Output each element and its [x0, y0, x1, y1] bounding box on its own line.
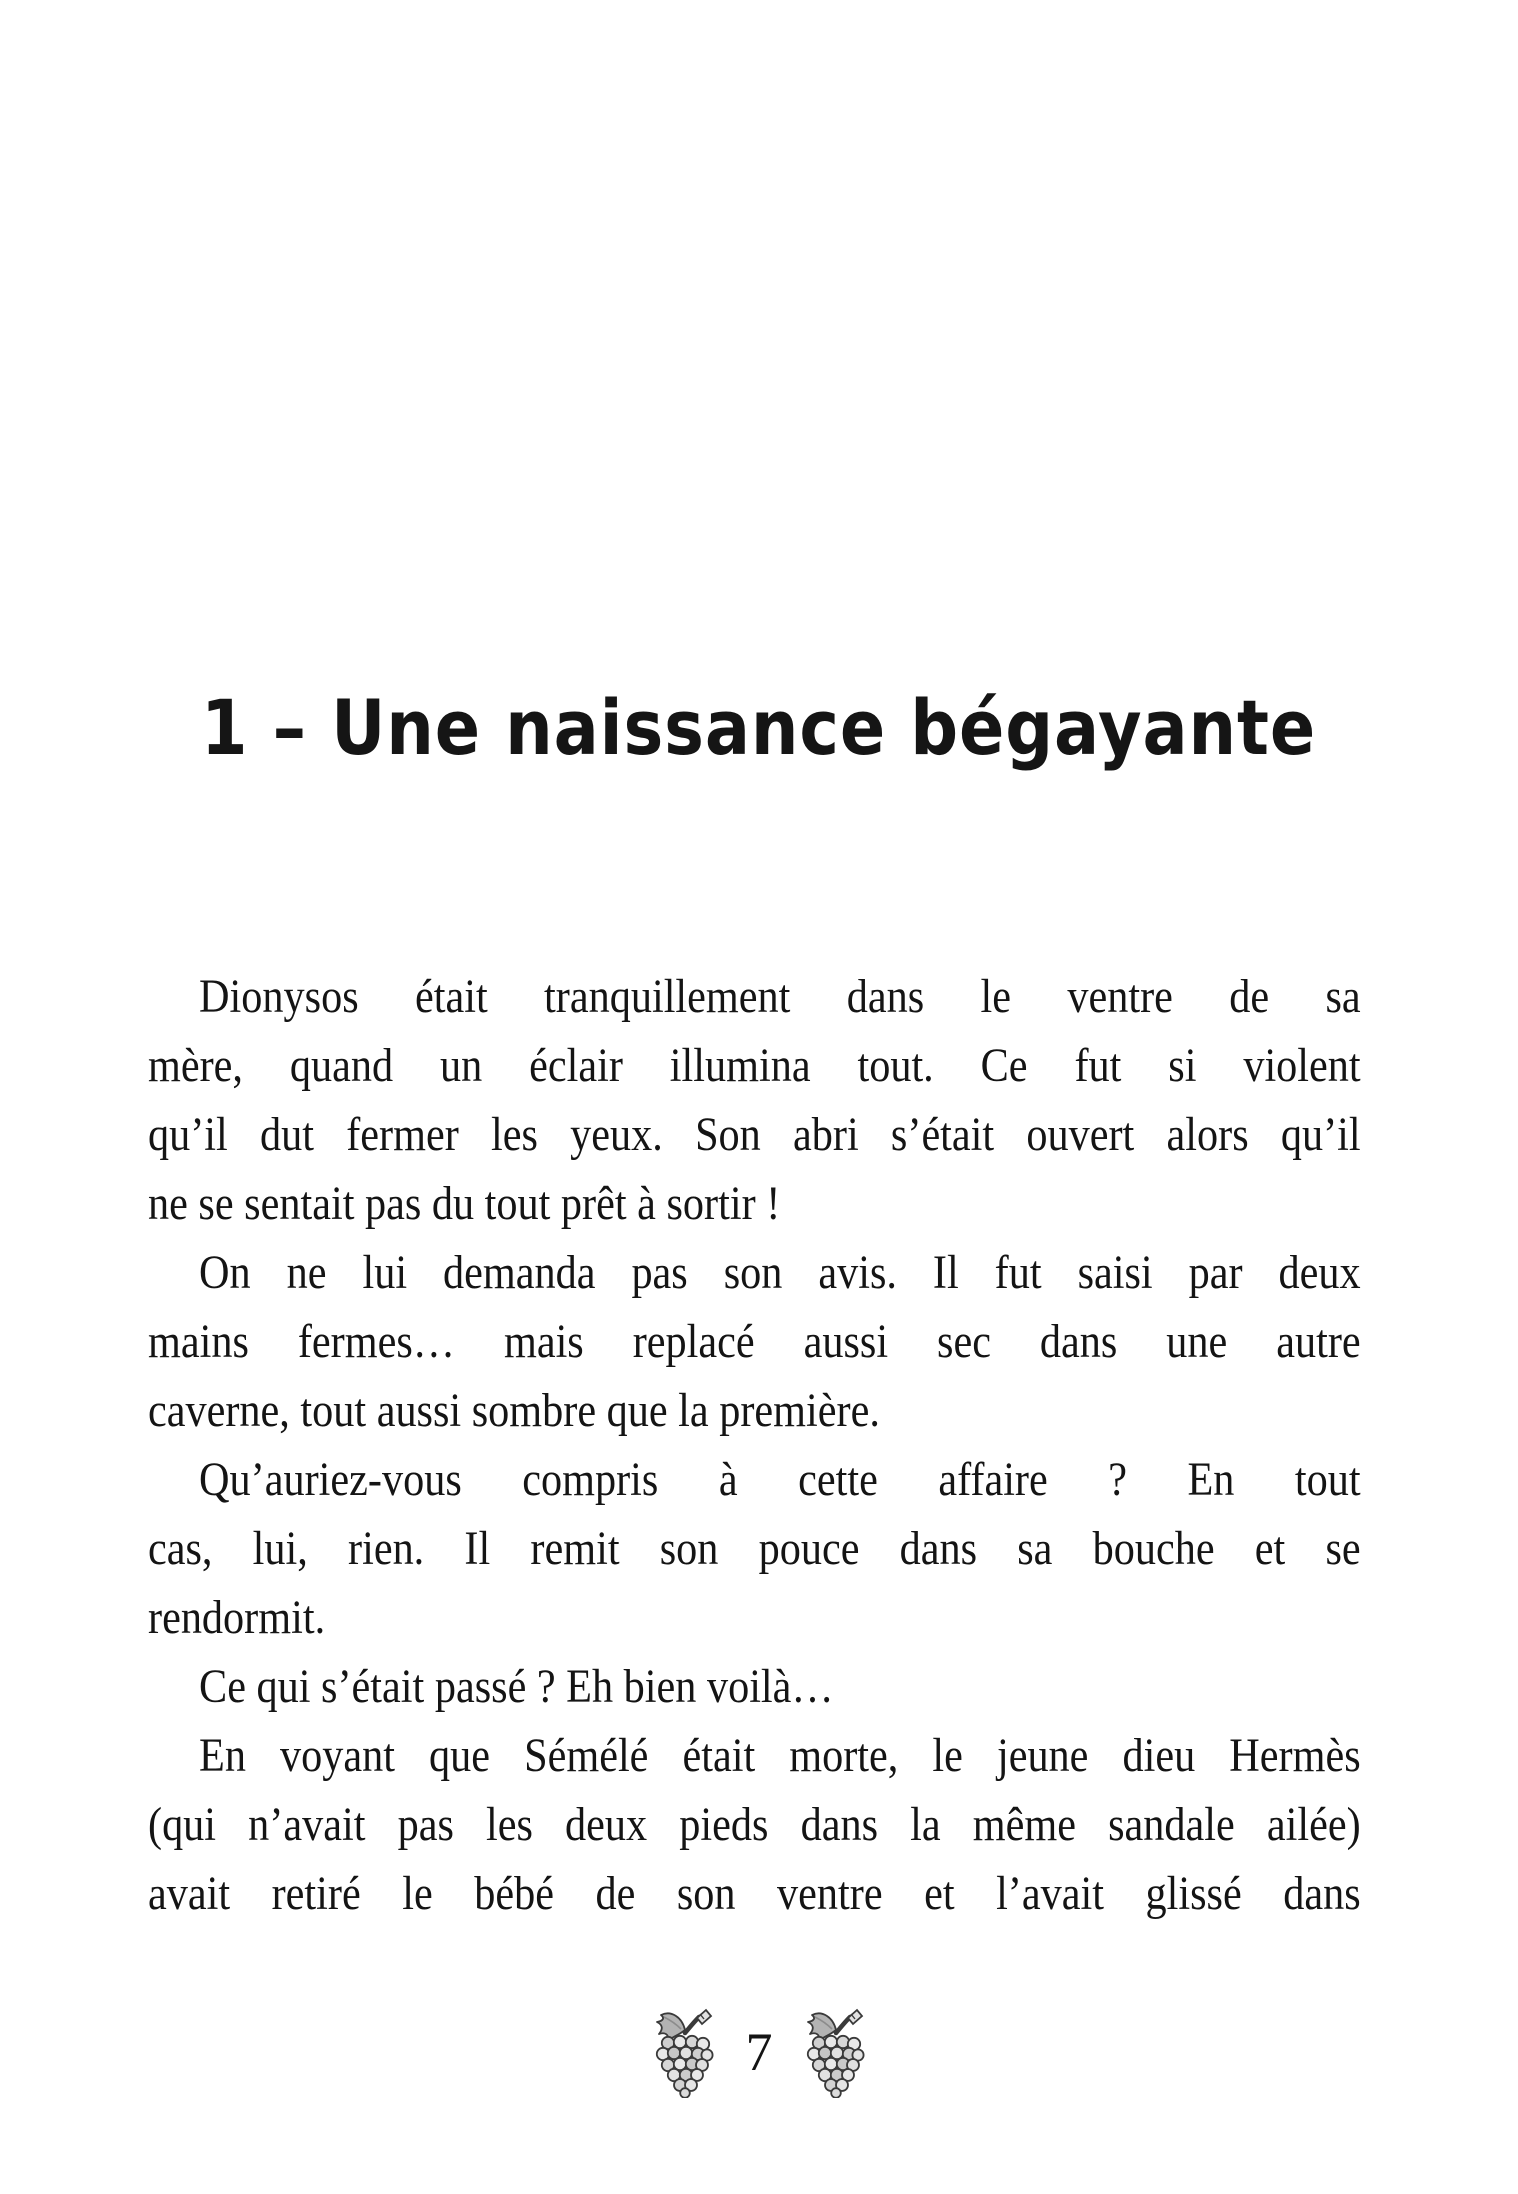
body-line	[148, 1100, 1360, 1169]
page-number: 7	[745, 2022, 773, 2082]
body-line-text: mains fermes… mais replacé aussi sec dans une autre	[148, 1315, 1361, 1368]
body-line-text: Dionysos était tranquillement dans le ventre de sa	[199, 970, 1361, 1023]
body-line-text: Ce qui s’était passé ? Eh bien voilà…	[199, 1660, 834, 1713]
body-line-text: ne se sentait pas du tout prêt à sortir !	[148, 1177, 781, 1230]
body-lines	[148, 962, 1360, 1928]
body-text	[148, 962, 1360, 1928]
body-line	[148, 1790, 1360, 1859]
body-line	[148, 1859, 1360, 1928]
body-line	[148, 1031, 1360, 1100]
body-line-text: qu’il dut fermer les yeux. Son abri s’était ouvert alors qu’il	[148, 1108, 1361, 1161]
body-line	[148, 1721, 1360, 1790]
body-line-text: caverne, tout aussi sombre que la première.	[148, 1384, 880, 1437]
body-line	[148, 1307, 1360, 1376]
body-line-text: Qu’auriez-vous compris à cette affaire ? En tout	[199, 1453, 1361, 1506]
body-line-text: En voyant que Sémélé était morte, le jeune dieu Hermès	[199, 1729, 1361, 1782]
chapter-title-text: 1 – Une naissance bégayante	[201, 683, 1317, 772]
body-line-text: On ne lui demanda pas son avis. Il fut saisi par deux	[199, 1246, 1361, 1299]
body-line	[148, 1376, 1360, 1445]
body-line	[148, 962, 1360, 1031]
body-line	[148, 1514, 1360, 1583]
grapes-icon-left	[652, 2006, 716, 2098]
body-line	[148, 1652, 1360, 1721]
chapter-title	[0, 676, 1518, 780]
body-line	[148, 1445, 1360, 1514]
grapes-icon-right	[803, 2006, 867, 2098]
body-line	[148, 1583, 1360, 1652]
page-footer	[0, 2006, 1518, 2098]
body-line-text: mère, quand un éclair illumina tout. Ce fut si violent	[148, 1039, 1361, 1092]
body-line-text: avait retiré le bébé de son ventre et l’avait glissé dans	[148, 1867, 1361, 1920]
body-line	[148, 1238, 1360, 1307]
body-line-text: cas, lui, rien. Il remit son pouce dans sa bouche et se	[148, 1522, 1361, 1575]
body-line-text: (qui n’avait pas les deux pieds dans la même sandale ailée)	[148, 1798, 1361, 1851]
body-line-text: rendormit.	[148, 1591, 326, 1644]
body-line	[148, 1169, 1360, 1238]
